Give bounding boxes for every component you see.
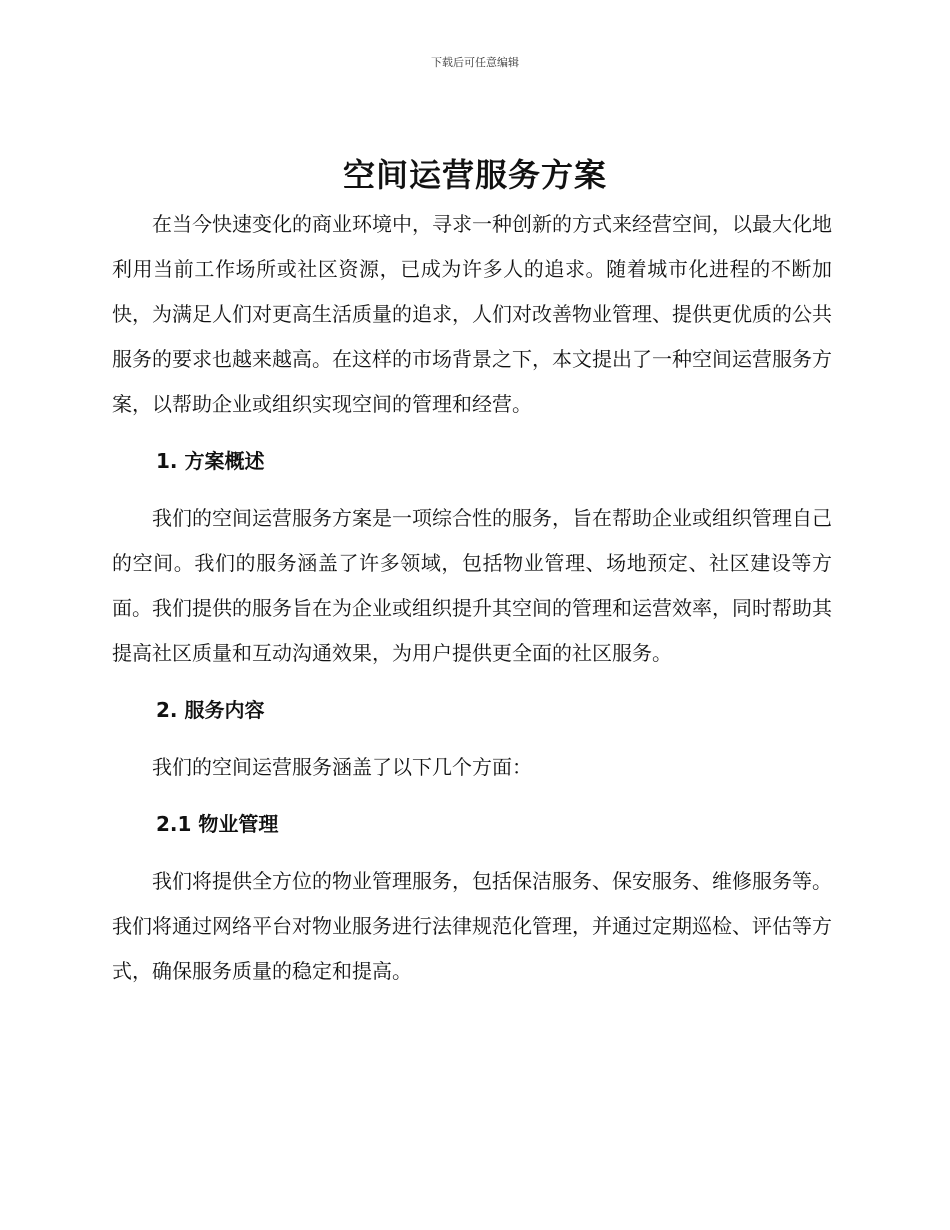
section-heading-overview: 1. 方案概述	[156, 449, 265, 473]
document-body	[112, 202, 832, 994]
subsection-heading-property: 2.1 物业管理	[156, 812, 279, 836]
section-heading-services: 2. 服务内容	[156, 698, 265, 722]
document-title: 空间运营服务方案	[342, 156, 607, 194]
property-paragraph: 我们将提供全方位的物业管理服务，包括保洁服务、保安服务、维修服务等。我们将通过网络平台对物业服务进行法律规范化管理，并通过定期巡检、评估等方式，确保服务质量的稳定和提高。	[112, 869, 832, 983]
intro-paragraph: 在当今快速变化的商业环境中，寻求一种创新的方式来经营空间，以最大化地利用当前工作场所或社区资源，已成为许多人的追求。随着城市化进程的不断加快，为满足人们对更高生活质量的追求，人们对改善物业管理、提供更优质的公共服务的要求也越来越高。在这样的市场背景之下，本文提出了一种空间运营服务方案，以帮助企业或组织实现空间的管理和经营。	[112, 212, 832, 416]
overview-paragraph: 我们的空间运营服务方案是一项综合性的服务，旨在帮助企业或组织管理自己的空间。我们的服务涵盖了许多领域，包括物业管理、场地预定、社区建设等方面。我们提供的服务旨在为企业或组织提升其空间的管理和运营效率，同时帮助其提高社区质量和互动沟通效果，为用户提供更全面的社区服务。	[112, 506, 832, 665]
header-note: 下载后可任意编辑	[431, 56, 519, 69]
services-paragraph: 我们的空间运营服务涵盖了以下几个方面：	[152, 755, 532, 779]
